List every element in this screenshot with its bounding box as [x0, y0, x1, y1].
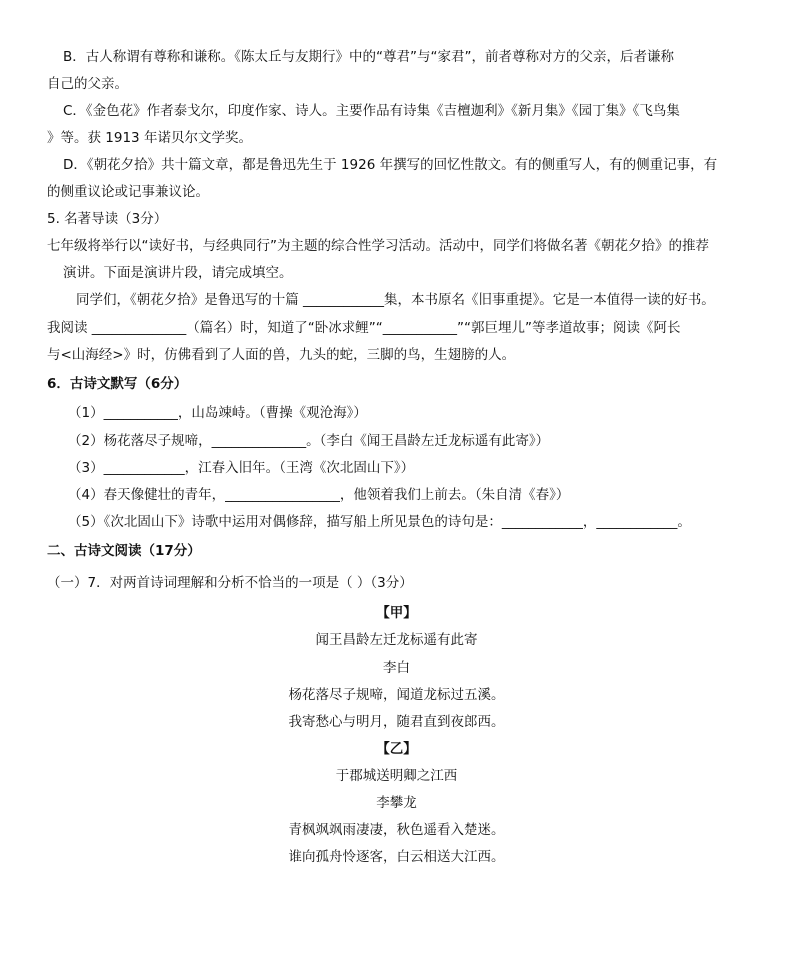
poem-yi-label: 【乙】 [376, 741, 417, 757]
option-d-line1: D．《朝花夕拾》共十篇文章，都是鲁迅先生于 1926 年撰写的回忆性散文。有的侧重写人，有的侧重记事，有 [63, 157, 718, 173]
question-5-heading: 5. 名著导读（3分） [47, 211, 168, 227]
poem-yi-line2: 谁向孤舟怜逐客，白云相送大江西。 [288, 849, 505, 865]
option-b-line2: 自己的父亲。 [47, 76, 128, 92]
section-2-heading: 二、古诗文阅读（17分） [47, 543, 201, 559]
question-6-item-1: （1）___________，山岛竦峙。（曹操《观沧海》） [68, 405, 367, 421]
poem-jia-author: 李白 [383, 660, 410, 676]
poem-yi-title: 于郡城送明卿之江西 [335, 768, 458, 784]
option-b-line1: B．古人称谓有尊称和谦称。《陈太丘与友期行》中的“尊君”与“家君”，前者尊称对方的父亲，后者谦称 [63, 49, 674, 65]
question-6-item-5: （5）《次北固山下》诗歌中运用对偶修辞，描写船上所见景色的诗句是：____________，____________。 [68, 514, 691, 530]
question-6-item-4: （4）春天像健壮的青年，_________________，他领着我们上前去。（朱自清《春》） [68, 487, 570, 503]
poem-yi-line1: 青枫飒飒雨凄凄，秋色遥看入楚迷。 [288, 822, 505, 838]
question-6-heading: 6．古诗文默写（6分） [47, 376, 188, 392]
poem-yi-author: 李攀龙 [376, 795, 417, 811]
question-6-item-3: （3）____________，江春入旧年。（王湾《次北固山下》） [68, 460, 415, 476]
poem-jia-line1: 杨花落尽子规啼，闻道龙标过五溪。 [288, 687, 505, 703]
poem-jia-title: 闻王昌龄左迁龙标遥有此寄 [315, 632, 478, 648]
option-d-line2: 的侧重议论或记事兼议论。 [47, 184, 209, 200]
option-c-line2: 》等。获 1913 年诺贝尔文学奖。 [47, 130, 252, 146]
question-5-speech-line1: 同学们，《朝花夕拾》是鲁迅写的十篇 ____________集，本书原名《旧事重提》。它是一本值得一读的好书。 [76, 292, 715, 308]
poem-jia-line2: 我寄愁心与明月，随君直到夜郎西。 [288, 714, 505, 730]
question-5-speech-line2: 我阅读 ______________（篇名）时，知道了“卧冰求鲤”“___________”“郭巨埋儿”等孝道故事；阅读《阿长 [47, 320, 681, 336]
question-5-intro-line2: 演讲。下面是演讲片段，请完成填空。 [63, 265, 293, 281]
question-6-item-2: （2）杨花落尽子规啼，______________。（李白《闻王昌龄左迁龙标遥有此寄》） [68, 433, 550, 449]
option-c-line1: C．《金色花》作者泰戈尔，印度作家、诗人。主要作品有诗集《吉檀迦利》《新月集》《园丁集》《飞鸟集 [63, 103, 680, 119]
poem-jia-label: 【甲】 [376, 605, 417, 621]
question-5-speech-line3: 与<山海经>》时，仿佛看到了人面的兽，九头的蛇，三脚的鸟，生翅膀的人。 [47, 347, 516, 363]
question-5-intro-line1: 七年级将举行以“读好书，与经典同行”为主题的综合性学习活动。活动中，同学们将做名著《朝花夕拾》的推荐 [47, 238, 709, 254]
question-7-heading: （一）7．对两首诗词理解和分析不恰当的一项是（ ）（3分） [47, 575, 413, 591]
